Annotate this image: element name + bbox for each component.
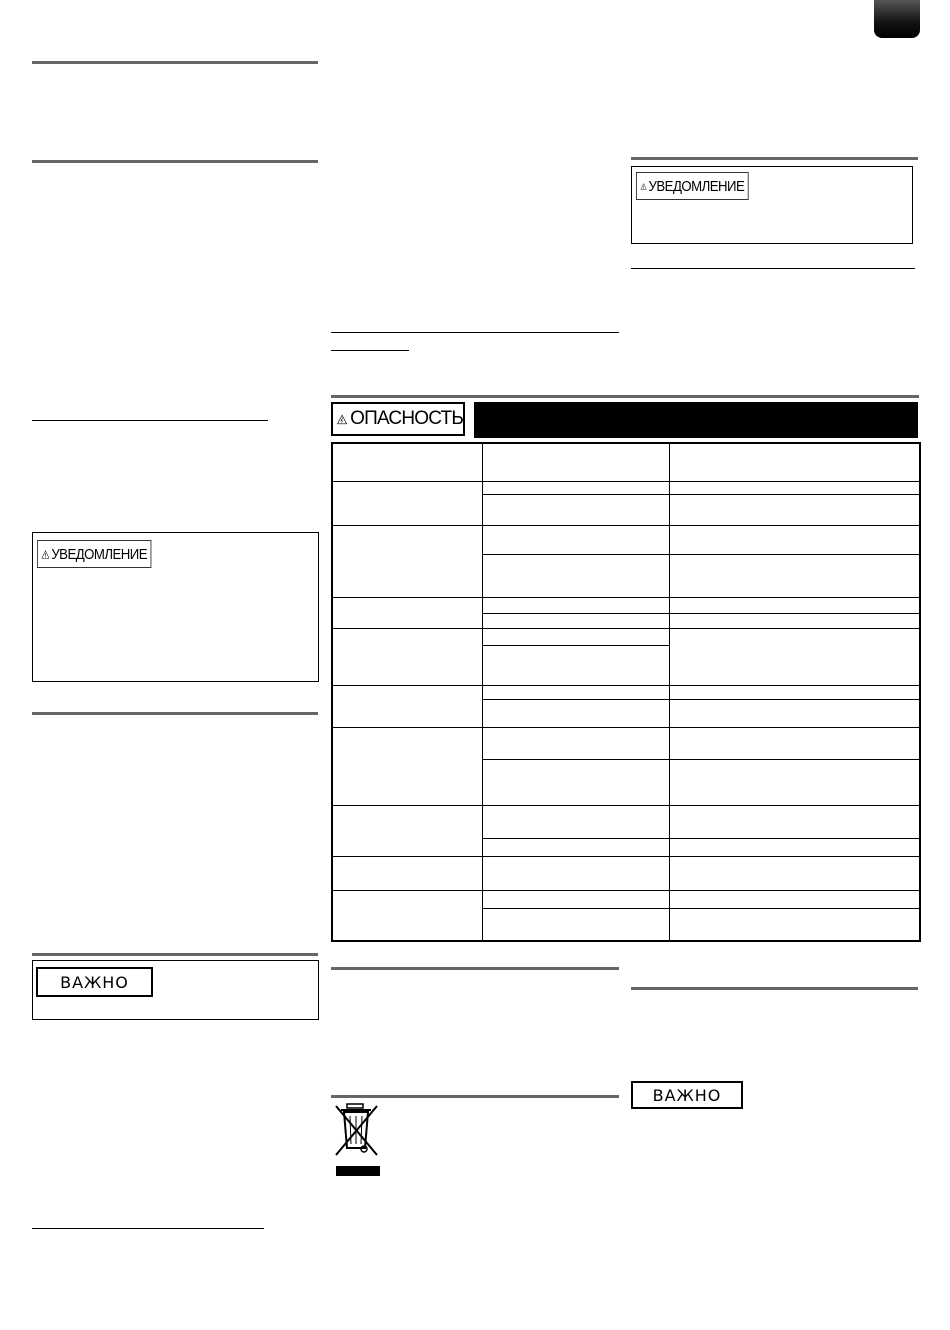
table-cell (332, 805, 482, 856)
table-header-row (332, 443, 920, 481)
table-cell (482, 628, 669, 645)
table-cell (482, 685, 669, 699)
table-cell (669, 597, 920, 613)
table-cell (482, 856, 669, 890)
table-cell (482, 699, 669, 727)
table-cell (482, 890, 669, 908)
danger-label (331, 402, 465, 436)
table-cell (332, 443, 482, 481)
subheading-underline (331, 332, 619, 333)
table-cell (482, 443, 669, 481)
table-row (332, 628, 920, 645)
table-cell (482, 838, 669, 856)
notice-label (636, 172, 749, 200)
table-row (332, 805, 920, 838)
table-cell (482, 554, 669, 597)
table-row (332, 525, 920, 554)
table-row (332, 890, 920, 908)
table-cell (482, 727, 669, 759)
section-rule (32, 712, 318, 715)
table-cell (669, 856, 920, 890)
table-cell (669, 727, 920, 759)
section-rule (331, 1095, 619, 1098)
subheading-underline (631, 268, 915, 269)
section-rule (32, 953, 318, 956)
electric-hazard-triangle-icon (337, 410, 347, 429)
table-row (332, 597, 920, 613)
table-cell (482, 613, 669, 628)
table-cell (669, 443, 920, 481)
table-row (332, 856, 920, 890)
section-rule (331, 395, 919, 398)
table-cell (332, 856, 482, 890)
table-cell (482, 908, 669, 941)
subheading-underline (32, 1228, 264, 1229)
table-cell (482, 481, 669, 494)
table-cell (669, 525, 920, 554)
table-cell (669, 554, 920, 597)
section-tab (874, 0, 920, 38)
table-cell (332, 481, 482, 525)
table-cell (332, 685, 482, 727)
table-cell (669, 628, 920, 685)
subheading-underline (32, 420, 268, 421)
table-cell (669, 613, 920, 628)
table-cell (669, 805, 920, 838)
table-cell (669, 838, 920, 856)
important-label: ВАЖНО (36, 967, 153, 997)
table-cell (669, 481, 920, 494)
notice-label (37, 540, 151, 568)
table-cell (669, 494, 920, 525)
table-row (332, 685, 920, 699)
table-cell (482, 645, 669, 685)
danger-label-text: ОПАСНОСТЬ (350, 408, 463, 429)
table-cell (332, 525, 482, 597)
troubleshooting-table (331, 442, 921, 942)
section-rule (631, 987, 918, 990)
warning-triangle-icon (41, 547, 49, 562)
section-rule (331, 967, 619, 970)
table-cell (482, 494, 669, 525)
table-row (332, 481, 920, 494)
important-label: ВАЖНО (631, 1081, 743, 1109)
notice-label-text: УВЕДОМЛЕНИЕ (51, 545, 147, 563)
danger-header-bar (474, 402, 918, 438)
table-cell (482, 525, 669, 554)
table-row (332, 727, 920, 759)
subheading-underline (331, 350, 409, 351)
table-cell (332, 628, 482, 685)
section-rule (32, 160, 318, 163)
section-rule (32, 61, 318, 64)
table-cell (482, 759, 669, 805)
table-cell (332, 727, 482, 805)
table-cell (669, 759, 920, 805)
warning-triangle-icon (640, 179, 646, 194)
table-cell (482, 805, 669, 838)
table-cell (669, 699, 920, 727)
crossed-out-wheelie-bin-icon (333, 1100, 383, 1180)
table-cell (482, 597, 669, 613)
table-cell (669, 890, 920, 908)
table-cell (332, 597, 482, 628)
table-cell (669, 908, 920, 941)
table-cell (669, 685, 920, 699)
table-cell (332, 890, 482, 941)
notice-label-text: УВЕДОМЛЕНИЕ (648, 177, 745, 195)
section-rule (631, 157, 918, 160)
